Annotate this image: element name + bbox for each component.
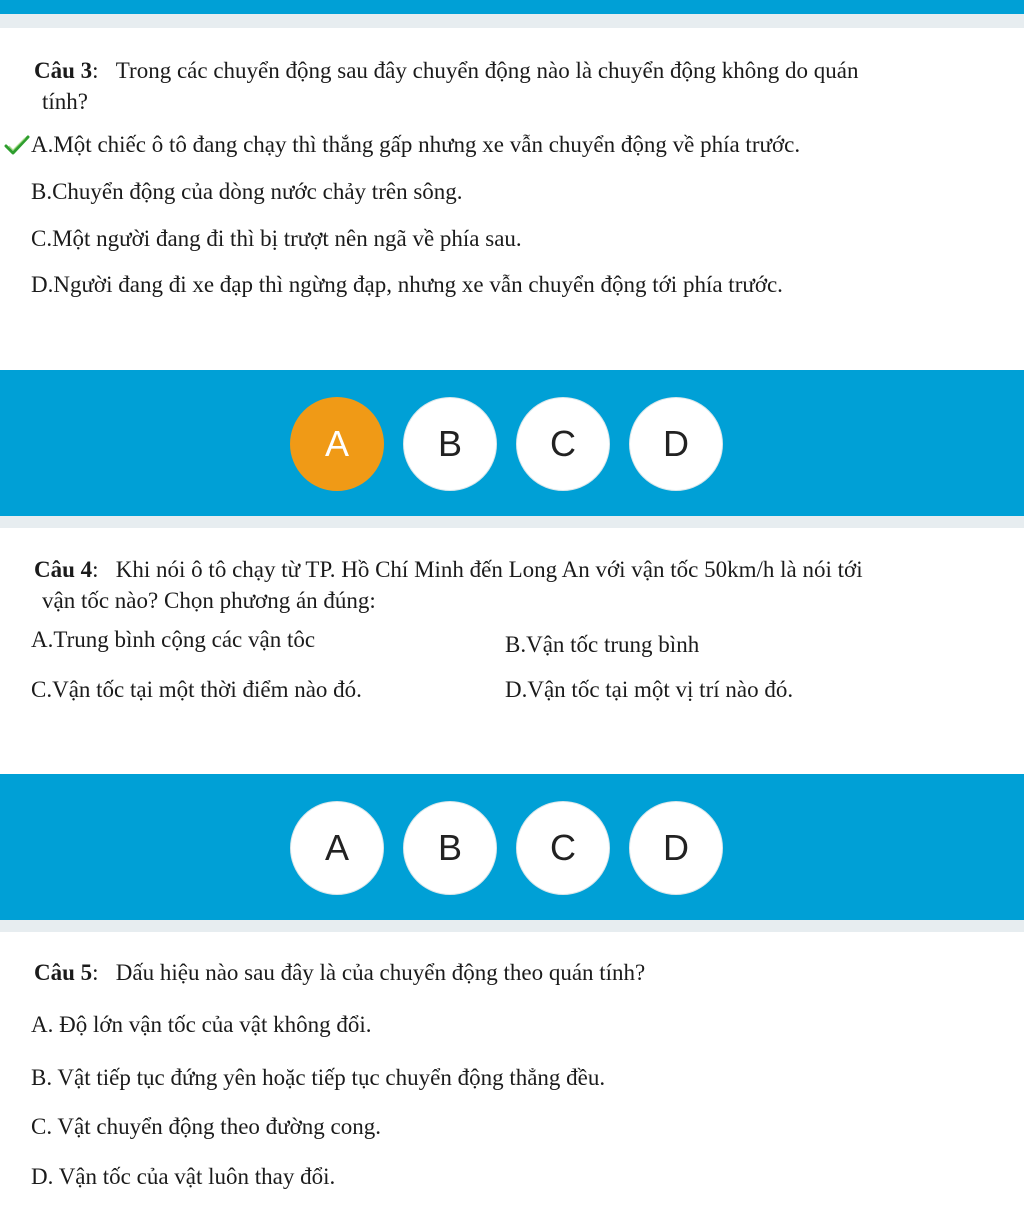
question-3-text: Trong các chuyển động sau đây chuyển động nào là chuyển động không do quán: [115, 58, 859, 83]
question-3-option-c[interactable]: C.Một người đang đi thì bị trượt nên ngã về phía sau.: [31, 226, 522, 251]
question-4-text-line2: vận tốc nào? Chọn phương án đúng:: [42, 588, 376, 613]
question-4-option-d[interactable]: D.Vận tốc tại một vị trí nào đó.: [505, 677, 794, 702]
question-5-option-d[interactable]: D. Vận tốc của vật luôn thay đổi.: [31, 1164, 336, 1189]
separator: [0, 920, 1024, 932]
question-5-option-a[interactable]: A. Độ lớn vận tốc của vật không đổi.: [31, 1012, 372, 1037]
answer-button-a[interactable]: A: [290, 801, 384, 895]
question-3-label: Câu 3: [34, 58, 93, 83]
question-4-title: Câu 4: Khi nói ô tô chạy từ TP. Hồ Chí Minh đến Long An với vận tốc 50km/h là nói tới: [34, 557, 863, 582]
question-5-option-b[interactable]: B. Vật tiếp tục đứng yên hoặc tiếp tục chuyển động thẳng đều.: [31, 1065, 606, 1090]
question-4-option-a[interactable]: A.Trung bình cộng các vận tôc: [31, 627, 316, 652]
answer-bar-3: [0, 370, 1024, 516]
top-bar: [0, 0, 1024, 14]
answer-button-b[interactable]: B: [403, 801, 497, 895]
answer-button-b[interactable]: B: [403, 397, 497, 491]
answer-button-c[interactable]: C: [516, 397, 610, 491]
answer-button-a[interactable]: A: [290, 397, 384, 491]
question-4-option-b[interactable]: B.Vận tốc trung bình: [505, 632, 700, 657]
answer-bar-4: [0, 774, 1024, 920]
answer-button-d[interactable]: D: [629, 801, 723, 895]
answer-button-d[interactable]: D: [629, 397, 723, 491]
separator: [0, 14, 1024, 28]
question-3-text-line2: tính?: [42, 89, 88, 114]
question-4-option-c[interactable]: C.Vận tốc tại một thời điểm nào đó.: [31, 677, 362, 702]
question-3-option-b[interactable]: B.Chuyển động của dòng nước chảy trên sông.: [31, 179, 463, 204]
question-4-text: Khi nói ô tô chạy từ TP. Hồ Chí Minh đến Long An với vận tốc 50km/h là nói tới: [115, 557, 863, 582]
question-3-option-d[interactable]: D.Người đang đi xe đạp thì ngừng đạp, nhưng xe vẫn chuyển động tới phía trước.: [31, 272, 783, 297]
separator: [0, 516, 1024, 528]
question-4-label: Câu 4: [34, 557, 93, 582]
question-5-option-c[interactable]: C. Vật chuyển động theo đường cong.: [31, 1114, 381, 1139]
question-5-title: Câu 5: Dấu hiệu nào sau đây là của chuyển động theo quán tính?: [34, 960, 646, 985]
answer-button-c[interactable]: C: [516, 801, 610, 895]
question-3-title: Câu 3: Trong các chuyển động sau đây chuyển động nào là chuyển động không do quán: [34, 58, 859, 83]
question-5-label: Câu 5: [34, 960, 93, 985]
question-3-option-a[interactable]: A.Một chiếc ô tô đang chạy thì thắng gấp nhưng xe vẫn chuyển động về phía trước.: [31, 132, 801, 157]
check-icon: [4, 134, 30, 156]
question-5-text: Dấu hiệu nào sau đây là của chuyển động theo quán tính?: [115, 960, 646, 985]
